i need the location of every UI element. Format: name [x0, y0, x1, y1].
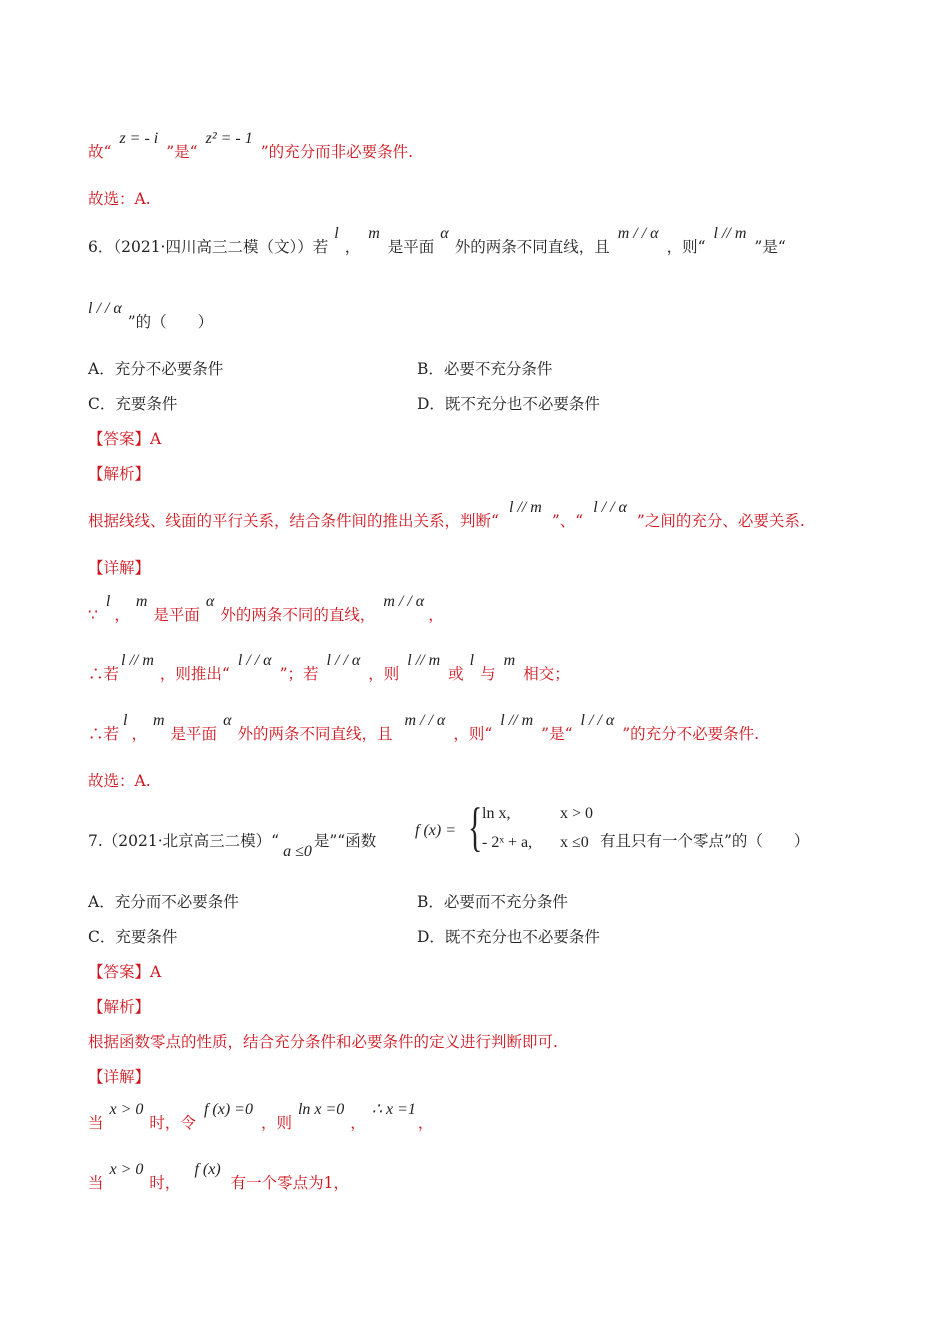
- q6-option-c[interactable]: C．充要条件: [88, 395, 178, 413]
- math-a-le-0: a ≤0: [283, 843, 312, 860]
- q7-option-d[interactable]: D．既不充分也不必要条件: [417, 928, 600, 946]
- q6-option-d[interactable]: D．既不充分也不必要条件: [417, 395, 600, 413]
- question-7-stem-start: 7.（2021·北京高三二模）“a ≤0是”“函数: [88, 832, 377, 860]
- piecewise-row-2b: x ≤0: [560, 834, 589, 851]
- q7-option-b[interactable]: B．必要而不充分条件: [417, 893, 568, 911]
- math-l: l: [334, 225, 339, 242]
- q6-detail-heading: 【详解】: [88, 559, 151, 577]
- math-alpha: α: [440, 225, 449, 242]
- math-m: m: [368, 225, 380, 242]
- piecewise-brace: {: [468, 797, 483, 857]
- math-f-of-x: f (x) =: [415, 822, 456, 839]
- q6-detail-1: ∵l，m是平面α外的两条不同的直线，m / / α，: [88, 593, 444, 624]
- q6-detail-3: ∴若l，m是平面α外的两条不同直线，且m / / α，则“l // m”是“l / / α”的充分不必要条件.: [88, 712, 760, 743]
- q7-option-a[interactable]: A．充分而不必要条件: [88, 893, 239, 911]
- question-6-stem: 6．（2021·四川高三二模（文））若l，m是平面α外的两条不同直线，且m / / α，则“l // m”是“: [88, 225, 786, 256]
- q6-option-b[interactable]: B．必要不充分条件: [417, 360, 553, 378]
- q7-option-c[interactable]: C．充要条件: [88, 928, 178, 946]
- q6-analysis-heading: 【解析】: [88, 465, 151, 483]
- question-7-stem-end: 有且只有一个零点”的（ ）: [600, 832, 810, 850]
- math-z-eq-neg-i: z = - i: [119, 130, 159, 147]
- line-choose-a-1: 故选：A.: [88, 190, 151, 208]
- q6-answer: 【答案】A: [88, 430, 162, 448]
- q6-option-a[interactable]: A．充分不必要条件: [88, 360, 224, 378]
- math-l-parallel-alpha: l / / α: [88, 300, 122, 317]
- q7-analysis-heading: 【解析】: [88, 998, 151, 1016]
- q7-detail-heading: 【详解】: [88, 1068, 151, 1086]
- line-conclusion-1: 故“z = - i”是“z² = - 1”的充分而非必要条件.: [88, 130, 414, 161]
- math-l-parallel-m: l // m: [713, 225, 747, 242]
- question-6-stem-cont: l / / α”的（ ）: [88, 300, 214, 331]
- q6-detail-2: ∴若l // m，则推出“l / / α”；若l / / α，则l // m或l与m相交；: [88, 652, 570, 683]
- piecewise-row-1b: x > 0: [560, 805, 594, 822]
- math-m-parallel-alpha: m / / α: [617, 225, 659, 242]
- q7-answer: 【答案】A: [88, 963, 162, 981]
- piecewise-row-1a: ln x,: [482, 805, 511, 822]
- q7-detail-2: 当x > 0时，f (x)有一个零点为1，: [88, 1161, 350, 1192]
- q7-detail-1: 当x > 0时，令f (x) =0，则ln x =0，∴ x =1，: [88, 1101, 434, 1132]
- q6-analysis-text: 根据线线、线面的平行关系，结合条件间的推出关系，判断“l // m”、“l / / α”之间的充分、必要关系.: [88, 499, 805, 530]
- q7-analysis-text: 根据函数零点的性质，结合充分条件和必要条件的定义进行判断即可.: [88, 1033, 558, 1051]
- math-z-squared: z² = - 1: [205, 130, 253, 147]
- q6-choose-a: 故选：A.: [88, 772, 151, 790]
- piecewise-row-2a: - 2ˣ + a,: [482, 834, 533, 851]
